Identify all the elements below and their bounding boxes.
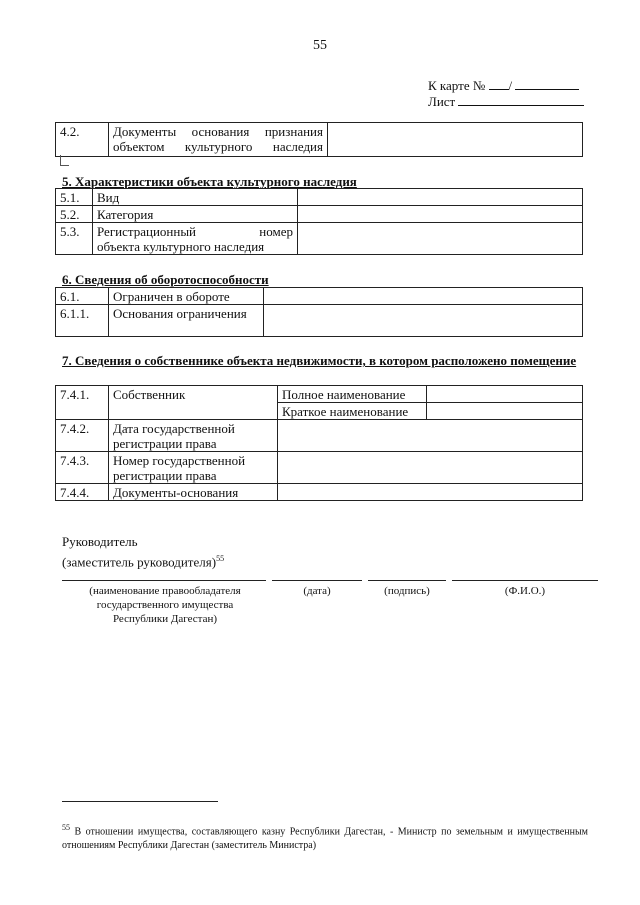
holder-name-caption: (наименование правообладателя государственного имущества Республики Дагестан) (89, 585, 241, 625)
row-number: 5.2. (56, 206, 93, 223)
row-label: Ограничен в обороте (109, 288, 264, 305)
row-value-field[interactable] (298, 189, 583, 206)
row-label (93, 223, 298, 255)
row-label: Собственник (109, 386, 278, 420)
row-label: Категория (93, 206, 298, 223)
row-number: 5.1. (56, 189, 93, 206)
row-number: 7.4.3. (56, 452, 109, 484)
row-value-field[interactable] (298, 206, 583, 223)
row-label: Документы-основания (109, 484, 278, 501)
date-caption: (дата) (303, 585, 331, 597)
margin-mark (60, 155, 69, 166)
signatory-role (62, 533, 224, 570)
table-4-2 (55, 122, 583, 157)
sheet-line (428, 94, 584, 110)
footnote-number: 55 (62, 823, 70, 832)
table-row (56, 189, 583, 206)
row-label: Документы основания признания объектом культурного наследия (109, 123, 328, 157)
row-number: 7.4.2. (56, 420, 109, 452)
row-label: Дата государственной регистрации права (109, 420, 278, 452)
row-value-field[interactable] (264, 305, 583, 337)
page-number: 55 (313, 38, 327, 53)
row-label-line: объекта культурного наследия (97, 239, 265, 254)
row-value-field[interactable] (278, 484, 583, 501)
card-reference (428, 78, 584, 110)
table-row (56, 484, 583, 501)
section-6-title: 6. Сведения об оборотоспособности (62, 272, 269, 287)
row-number: 4.2. (56, 123, 109, 157)
table-section-7 (55, 385, 583, 501)
fio-caption: (Ф.И.О.) (504, 585, 546, 597)
row-value-field[interactable] (278, 420, 583, 452)
row-number: 7.4.1. (56, 386, 109, 420)
sheet-label: Лист (428, 94, 456, 109)
row-value-field[interactable] (328, 123, 583, 157)
row-number: 5.3. (56, 223, 93, 255)
table-row (56, 420, 583, 452)
signature-line[interactable] (368, 580, 446, 581)
table-row (56, 123, 583, 157)
section-5-title: 5. Характеристики объекта культурного наследия (62, 174, 357, 189)
footnote-text: В отношении имущества, составляющего казну Республики Дагестан, - Министр по земельным и имущественным отношениям Республики Дагестан (заместитель Министра) (62, 826, 588, 852)
role-line (62, 550, 224, 570)
card-subnumber-blank[interactable] (515, 78, 579, 90)
owner-full-name-field[interactable] (427, 386, 583, 403)
section-7-title: 7. Сведения о собственнике объекта недвижимости, в котором расположено помещение (62, 353, 577, 368)
footnote-marker: 55 (216, 554, 225, 563)
date-line[interactable] (272, 580, 362, 581)
row-value-field[interactable] (298, 223, 583, 255)
owner-full-name-label: Полное наименование (278, 386, 427, 403)
row-label: Номер государственной регистрации права (109, 452, 278, 484)
card-number-label: К карте № (428, 78, 486, 93)
table-row (56, 452, 583, 484)
holder-name-line[interactable] (62, 580, 266, 581)
row-number: 7.4.4. (56, 484, 109, 501)
table-row (56, 223, 583, 255)
owner-short-name-field[interactable] (427, 403, 583, 420)
footnote (62, 821, 588, 853)
row-label: Вид (93, 189, 298, 206)
owner-short-name-label: Краткое наименование (278, 403, 427, 420)
table-section-5 (55, 188, 583, 255)
card-number-slash: / (508, 78, 513, 93)
row-label: Основания ограничения (109, 305, 264, 337)
fio-line[interactable] (452, 580, 598, 581)
table-row (56, 206, 583, 223)
table-row (56, 288, 583, 305)
row-value-field[interactable] (278, 452, 583, 484)
row-number: 6.1.1. (56, 305, 109, 337)
row-value-field[interactable] (264, 288, 583, 305)
table-row (56, 305, 583, 337)
footnote-separator (62, 801, 218, 802)
table-section-6 (55, 287, 583, 337)
table-row (56, 386, 583, 403)
row-label-line: Регистрационный номер (97, 224, 293, 239)
row-number: 6.1. (56, 288, 109, 305)
sheet-blank[interactable] (458, 94, 584, 106)
signature-caption: (подпись) (384, 585, 430, 597)
card-number-line (428, 78, 584, 94)
role-line: Руководитель (62, 534, 138, 549)
card-number-blank[interactable] (489, 78, 509, 90)
role-deputy: (заместитель руководителя) (62, 554, 217, 570)
